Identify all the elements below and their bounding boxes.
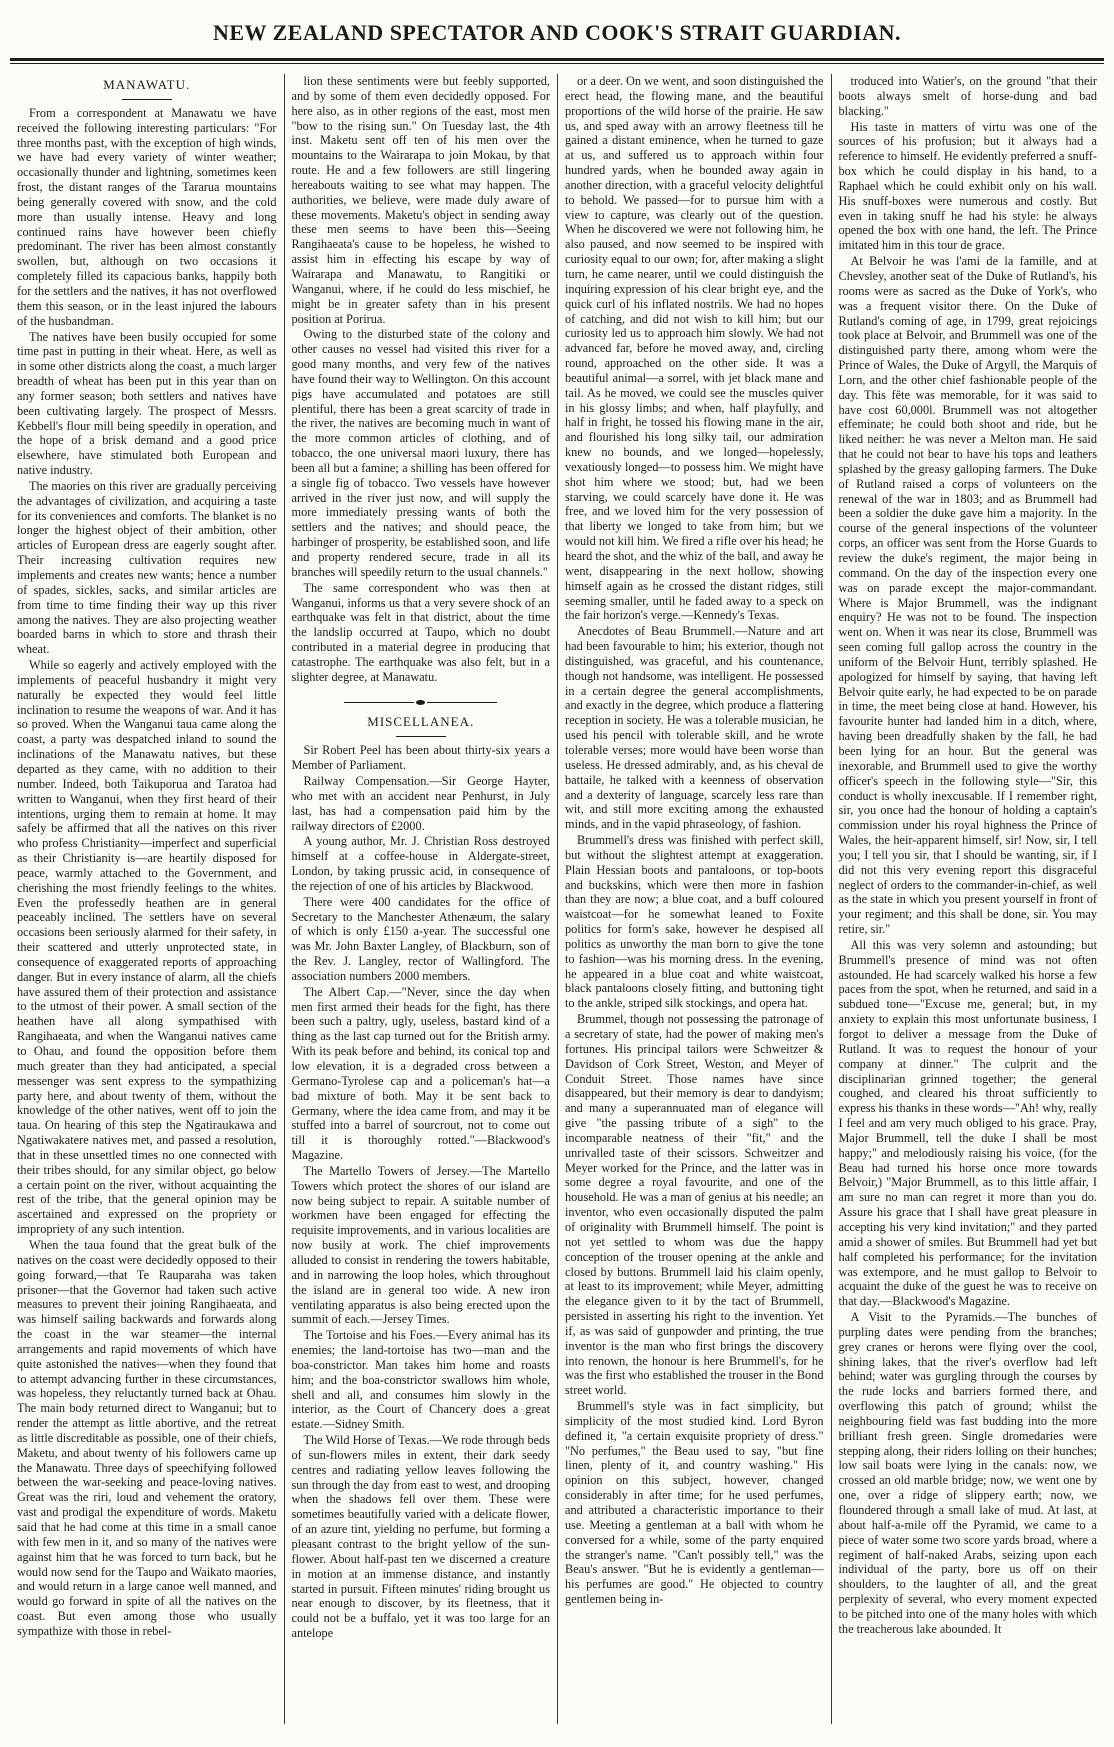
- title-rule: [396, 736, 446, 737]
- paragraph: Anecdotes of Beau Brummell.—Nature and art had been favourable to him; his exterior, though not distinguished, was graceful, and his countenance, though not handsome, was intelligent. He possessed in a certain degree the general accomplishments, and exactly in the degree, which produce a flattering reception in society. He was a tolerable musician, he used his pencil with tolerable skill, and he wrote tolerable verses; more would have been worse than useless. He dressed admirably, and, as his cheval de battaile, he talked with a keenness of observation and a dexterity of language, scarcely less rare than wit, and still more exciting among the exhausted minds, and in the vapid phraseology, of fashion.: [565, 624, 824, 832]
- paragraph: The Wild Horse of Texas.—We rode through beds of sun-flowers miles in extent, their dark seedy centres and radiating yellow leaves following the sun through the day from east to west, and drooping when the shadows fell over them. These were sometimes beautifully varied with a delicate flower, of an azure tint, yielding no perfume, but forming a pleasant contrast to the bright yellow of the sun-flower. About half-past ten we discerned a creature in motion at an immense distance, and instantly started in pursuit. Fifteen minutes' riding brought us near enough to discover, by its fleetness, that it could not be a buffalo, yet it was too large for an antelope: [291, 1433, 550, 1641]
- paragraph: A Visit to the Pyramids.—The bunches of purpling dates were pending from the branches; grey cranes or herons were flying over the cool, shining lakes, that the river's overflow had left behind; water was gurgling through the courses by the rude locks and barriers formed there, and overflowing this patch of ground; whilst the neighbouring field was fast budding into the more brilliant fresh green. Single dromedaries were stepping along, their riders lolling on their hunches; low sail boats were lying in the canals: now, we crossed an old marble bridge; now, we went one by one, over a ridge of slippery earth; now, we floundered through a small lake of mud. At last, at about half-a-mile off the Pyramid, we came to a piece of water some two score yards broad, where a regiment of half-naked Arabs, seizing upon each individual of the party, bore us off on their shoulders, to the laughter of all, and the great perplexity of several, who every moment expected to be pitched into one of the many holes with which the treacherous lake abounded. It: [838, 1310, 1097, 1636]
- paragraph: The natives have been busily occupied for some time past in putting in their wheat. Here, as well as in some other districts along the coast, a much larger breadth of wheat has been put in this year than on any former season; both settlers and natives have been cultivating largely. The prospect of Messrs. Kebbell's flour mill being speedily in operation, and the hope of a brisk demand and a good price elsewhere, have stimulated both European and native industry.: [17, 329, 277, 478]
- paragraph: The Martello Towers of Jersey.—The Martello Towers which protect the shores of our island are now being subject to repair. A suitable number of workmen have been engaged for effecting the requisite improvements, and in various localities are now busily at work. The chief improvements alluded to consist in rendering the towers habitable, and in narrowing the loop holes, which throughout the island are in general too wide. A new iron ventilating apparatus is also being erected upon the summit of each.—Jersey Times.: [291, 1163, 550, 1327]
- column-4: [831, 74, 1105, 1724]
- paragraph: There were 400 candidates for the office of Secretary to the Manchester Athenæum, the salary of which is only £150 a-year. The successful one was Mr. John Baxter Langley, of Blackburn, son of the Rev. J. Langley, rector of Wallingford. The association numbers 2000 members.: [291, 894, 550, 983]
- paragraph: troduced into Watier's, on the ground "that their boots always smelt of horse-dung and bad blacking.": [838, 74, 1097, 118]
- masthead-rule: [10, 58, 1104, 64]
- paragraph: Brummell's dress was finished with perfect skill, but without the slightest attempt at exaggeration. Plain Hessian boots and pantaloons, or top-boots and buckskins, which were then more in fashion than they are now; a blue coat, and a buff coloured waistcoat—for he somewhat leaned to Foxite politics for form's sake, however he despised all politics as unworthy the man born to give the tone to fashion—was his morning dress. In the evening, he appeared in a blue coat and white waistcoat, black pantaloons closely fitting, and buttoning tight to the ankle, striped silk stockings, and opera hat.: [565, 833, 824, 1011]
- paragraph: At Belvoir he was l'ami de la famille, and at Chevsley, another seat of the Duke of Rutland's, his rooms were as sacred as the Duke of York's, who was a frequent visitor there. On the Duke of Rutland's coming of age, in 1799, great rejoicings took place at Belvoir, and Brummell was one of the distinguished party there, among whom were the Prince of Wales, the Duke of Argyll, the Marquis of Lorn, and the other chief fashionable people of the day. This fête was memorable, for it was said to have cost 60,000l. Brummell was not altogether effeminate; he could both shoot and ride, but he liked neither: he was never a Melton man. He said that he could not bear to have his tops and leathers splashed by the greasy galloping farmers. The Duke of Rutland raised a corps of volunteers on the renewal of the war in 1803; and as Brummell had been a soldier the duke gave him a majority. In the course of the general inspections of the volunteer corps, an officer was sent from the Horse Guards to review the duke's regiment, the major being in command. On the day of the inspection every one was on parade except the major-commandant. Where is Major Brummell, was the indignant enquiry? He was not to be found. The inspection went on. When it was near its close, Brummell was seen coming full gallop across the country in the uniform of the Belvoir Hunt, terribly splashed. He apologized for himself by saying, that having left Belvoir quite early, he had expected to be on parade in time, the meet being close at hand. However, his favourite hunter had landed him in a ditch, where, having been dreadfully shaken by the fall, he had been lying for an hour. But the general was inexorable, and Brummell used to give the worthy officer's speech in the following style—"Sir, this conduct is wholly inexcusable. If I remember right, sir, you once had the honour of holding a captain's commission under his royal highness the Prince of Wales, the heir-apparent himself, sir! Now, sir, I tell you; I tell you sir, that I should be wanting, sir, if I did not this very evening report this disgraceful neglect of orders to the commander-in-chief, as well as the state in which you present yourself in front of your regiment; and this shall be done, sir. You may retire, sir.": [838, 254, 1097, 937]
- paragraph: The same correspondent who was then at Wanganui, informs us that a very severe shock of an earthquake was felt in that district, about the time the landslip occurred at Taupo, which no doubt contributed in a material degree in producing that catastrophe. The earthquake was also felt, but in a slighter degree, at Manawatu.: [291, 580, 550, 684]
- column-1: [10, 74, 284, 1724]
- paragraph: His taste in matters of virtu was one of the sources of his profusion; but it always had a reference to himself. He evidently preferred a snuff-box which he could display in his hand, to a Raphael which he could exhibit only on his wall. His snuff-boxes were numerous and costly. But even in taking snuff he had his style: he always opened the box with one hand, the left. The Prince imitated him in this tour de grace.: [838, 119, 1097, 253]
- paragraph: The Albert Cap.—"Never, since the day when men first armed their heads for the fight, has there been such a paltry, ugly, useless, bastard kind of a thing as the last cap turned out for the British army. With its peak before and behind, its conical top and low elevation, it is a degraded cross between a Germano-Tyrolese cap and a policeman's hat—a bad mixture of both. May it be sent back to Germany, where the idea came from, and may it be stuffed into a barrel of sourcrout, not to come out till it is thoroughly rotted."—Blackwood's Magazine.: [291, 984, 550, 1163]
- paragraph: or a deer. On we went, and soon distinguished the erect head, the flowing mane, and the beautiful proportions of the wild horse of the prairie. He saw us, and sped away with an arrowy fleetness till he gained a distant eminence, when he turned to gaze at us, and suffered us to approach within four hundred yards, when he bounded away again in another direction, with a graceful velocity delightful to behold. We passed—for to pursue him with a view to capture, was clearly out of the question. When he discovered we were not following him, he also paused, and now seemed to be inspired with curiosity equal to our own; for, after making a slight turn, he came nearer, until we could distinguish the inquiring expression of his clear bright eye, and the quick curl of his inflated nostrils. We had no hopes of catching, and did not wish to kill him; but our curiosity led us to approach him slowly. We had not advanced far, before he moved away, and, circling round, approached on the other side. It was a beautiful animal—a sorrel, with jet black mane and tail. As he moved, we could see the muscles quiver in his glossy limbs; and when, half playfully, and half in fright, he tossed his flowing mane in the air, and flourished his long silky tail, our admiration knew no bounds, and we longed—hopelessly, vexatiously longed—to possess him. We might have shot him where we stood; but, had we been starving, we could scarcely have done it. He was free, and we loved him for the very possession of that liberty we longed to take from him; but we would not kill him. We fired a rifle over his head; he heard the shot, and the whiz of the ball, and away he went, disappearing in the next hollow, showing himself again as he crossed the distant ridges, still seeming smaller, until he faded away to a speck on the fair horizon's verge.—Kennedy's Texas.: [565, 74, 824, 623]
- article-title-manawatu: MANAWATU.: [103, 77, 191, 92]
- column-3: [557, 74, 831, 1724]
- paragraph: Brummel, though not possessing the patronage of a secretary of state, had the power of making men's fortunes. His principal tailors were Schweitzer & Davidson of Cork Street, Weston, and Meyer of Conduit Street. Those names have since disappeared, but their memory is dear to dandyism; and many a superannuated man of elegance will give "the passing tribute of a sigh" to the incomparable neatness of their "fit," and the unrivalled taste of their scissors. Schweitzer and Meyer worked for the Prince, and the latter was in some degree a royal favourite, and one of the household. He was a man of genius at his needle; an inventor, who even occasionally disputed the palm of originality with Brummell himself. The point is not yet settled to whom was due the happy conception of the trouser opening at the ankle and closed by buttons. Brummell laid his claim openly, at least to its improvement; while Meyer, admitting the elegance given to it by the tact of Brummell, persisted in asserting his right to the invention. Yet if, as was said of gunpowder and printing, the true inventor is the man who first brings the discovery into renown, the honour is here Brummell's, for he was the first who established the trouser in the Bond street world.: [565, 1012, 824, 1398]
- paragraph: From a correspondent at Manawatu we have received the following interesting particulars: "For three months past, with the exception of high winds, we have had every variety of winter weather; occasionally thunder and lightning, sometimes keen frost, the distant ranges of the Tararua mountains being generally covered with snow, and the cold more than usually intense. Heavy and long continued rains have however been chiefly predominant. The river has been almost constantly swollen, but, although on two occasions it completely filled its capacious banks, happily both for the settlers and the natives, it has not overflowed them this season, or in the least injured the labours of the husbandman.: [17, 105, 277, 328]
- paragraph: Sir Robert Peel has been about thirty-six years a Member of Parliament.: [291, 743, 550, 773]
- paragraph: All this was very solemn and astounding; but Brummell's presence of mind was not often astounded. He had scarcely walked his horse a few paces from the spot, when he returned, and said in a subdued tone—"Excuse me, general; but, in my anxiety to explain this most unfortunate business, I forgot to deliver a message from the Duke of Rutland. It was to request the honour of your company at dinner." The culprit and the disciplinarian grinned together; the general coughed, and cleared his throat sufficiently to express his thanks in these words—"Ah! why, really I feel and am very much obliged to his grace. Pray, Major Brummell, tell the duke I shall be most happy;" and melodiously raising his voice, (for the Beau had turned his horse once more towards Belvoir,) "Major Brummell, as to this little affair, I am sure no man can regret it more than you do. Assure his grace that I shall have great pleasure in accepting his very kind invitation;" and they parted amid a shower of smiles. But Brummell had yet but half completed his performance; for the invitation was extempore, and he must gallop to Belvoir to acquaint the duke of the guest he was to receive on that day.—Blackwood's Magazine.: [838, 937, 1097, 1309]
- paragraph: Owing to the disturbed state of the colony and other causes no vessel had visited this river for a good many months, and very few of the natives have found their way to Wellington. On this account pigs have accumulated and potatoes are still plentiful, there has been a great scarcity of trade in the river, the natives are becoming much in want of the more common articles of clothing, and of tobacco, the one universal maori luxury, there has been all but a famine; a shilling has been offered for a single fig of tobacco. Two vessels have however arrived in the river just now, and will supply the more immediately pressing wants of both the settlers and the natives; and should peace, the harbinger of prosperity, be established soon, and life and property rendered secure, trade in all its branches will speedily return to the usual channels.": [291, 327, 550, 579]
- section-title-miscellanea: MISCELLANEA.: [367, 714, 475, 730]
- columns: [10, 74, 1104, 1724]
- paragraph: Railway Compensation.—Sir George Hayter, who met with an accident near Penhurst, in July last, has had a compensation paid him by the railway directors of £2000.: [291, 773, 550, 833]
- paragraph: A young author, Mr. J. Christian Ross destroyed himself at a coffee-house in Aldergate-street, London, by taking prussic acid, in consequence of the rejection of one of his articles by Blackwood.: [291, 834, 550, 893]
- masthead: NEW ZEALAND SPECTATOR AND COOK'S STRAIT GUARDIAN.: [212, 20, 902, 45]
- section-divider: [292, 695, 551, 710]
- paragraph: While so eagerly and actively employed with the implements of peaceful husbandry it might very naturally be expected they would feel little inclination to resume the weapons of war. And it has so proved. When the Wanganui taua came along the coast, a party was despatched inland to sound the inclinations of the Manawatu natives, but these departed as they came, with no addition to their number. Indeed, both Taikuporua and Taratoa had written to Wanganui, when they first heard of their intentions, urging them to remain at home. It may safely be affirmed that all the natives on this river who profess Christianity—imperfect and superficial as their Christianity is—are heartily disposed for peace, warmly attached to the Government, and cherishing the most friendly feelings to the whites. Even the professedly heathen are in general peaceably inclined. The settlers have on several occasions been seriously alarmed for their safety, in their scattered and utterly unprotected state, in consequence of exaggerated reports of approaching danger. But in every instance of alarm, all the chiefs have assured them of their protection and assistance to the utmost of their power. A small section of the heathen have all along sympathised with Rangihaeata, and when the Wanganui natives came to Ohau, and found the opposition before them much greater than they had anticipated, a special messenger was sent express to the sympathizing party here, and about twenty of them, without the knowledge of the other natives, went off to join the taua. On hearing of this step the Ngatiraukawa and Ngatiwakatere natives met, and passed a resolution, that in these unsettled times no one connected with their tribes should, for any similar object, go below a certain point on the river, without acquainting the rest of the tribe, that the general opinion may be ascertained and expressed on the propriety or impropriety of any such intention.: [17, 658, 277, 1237]
- paragraph: The Tortoise and his Foes.—Every animal has its enemies; the land-tortoise has two—man and the boa-constrictor. Man takes him home and roasts him; and the boa-constrictor swallows him whole, shell and all, and consumes him slowly in the interior, as the Court of Chancery does a great estate.—Sidney Smith.: [291, 1328, 550, 1432]
- paragraph: Brummell's style was in fact simplicity, but simplicity of the most studied kind. Lord Byron defined it, "a certain exquisite propriety of dress." "No perfumes," the Beau used to say, "but fine linen, plenty of it, and country washing." His opinion on this subject, however, changed considerably in after time; for he used perfumes, and attributed a characteristic importance to their use. Meeting a gentleman at a ball with whom he conversed for a while, some of the party enquired the stranger's name. "Can't possibly tell," was the Beau's answer. "But he is evidently a gentleman—his perfumes are good." He objected to country gentlemen being in-: [565, 1399, 824, 1607]
- column-2: [284, 74, 558, 1724]
- paragraph: The maories on this river are gradually perceiving the advantages of civilization, and acquiring a taste for its conveniences and comforts. The blanket is no longer the highest object of their ambition, other articles of European dress are eagerly sought after. Their increasing cultivation requires new implements and creates new wants; hence a number of spades, sickles, sacks, and similar articles are from time to time finding their way up this river among the natives. They are also projecting weather boarded barns in which to store and thrash their wheat.: [17, 478, 277, 657]
- paragraph: lion these sentiments were but feebly supported, and by some of them even decidedly opposed. For here also, as in other regions of the east, most men "bow to the rising sun." On Tuesday last, the 4th inst. Maketu sent off ten of his men over the mountains to the Wairarapa to join Mokau, by that route. He and a few followers are still lingering hereabouts waiting to see what may happen. The authorities, we believe, were made duly aware of these movements. Maketu's object in sending away these men seems to have been this—Seeing Rangihaeata's cause to be hopeless, he wished to assist him in effecting his escape by way of Wairarapa and Manawatu, to Rangitiki or Wanganui, where, if he could do less mischief, he might be in greater safety than in his present position at Porirua.: [291, 74, 550, 326]
- title-rule: [122, 99, 172, 100]
- paragraph: When the taua found that the great bulk of the natives on the coast were decidedly opposed to their going forward,—that Te Rauparaha was taken prisoner—that the Governor had taken such active measures to prevent their joining Rangihaeata, and was himself sailing backwards and forwards along the coast in the war steamer—the internal arrangements and rapid movements of which have quite astonished the natives—when they found that to attempt advancing further in these circumstances, was hopeless, they reluctantly turned back at Ohau. The main body returned direct to Wanganui; but to render the attempt as little abortive, and the retreat as little discreditable as possible, one of their chiefs, Maketu, and about twenty of his followers came up the Manawatu. Three days of speechifying followed between the war-seeking and peace-loving natives. Great was the riri, loud and vehement the oratory, vast and prodigal the expenditure of words. Maketu said that he had come at this time in a small canoe with few men in it, and so many of the natives were against him that he was forced to turn back, but he would now send for the Taupo and Waikato maories, and would return in a large canoe well manned, and would go forward in spite of all the natives on the coast. But even among those who usually sympathize with those in rebel-: [17, 1237, 277, 1638]
